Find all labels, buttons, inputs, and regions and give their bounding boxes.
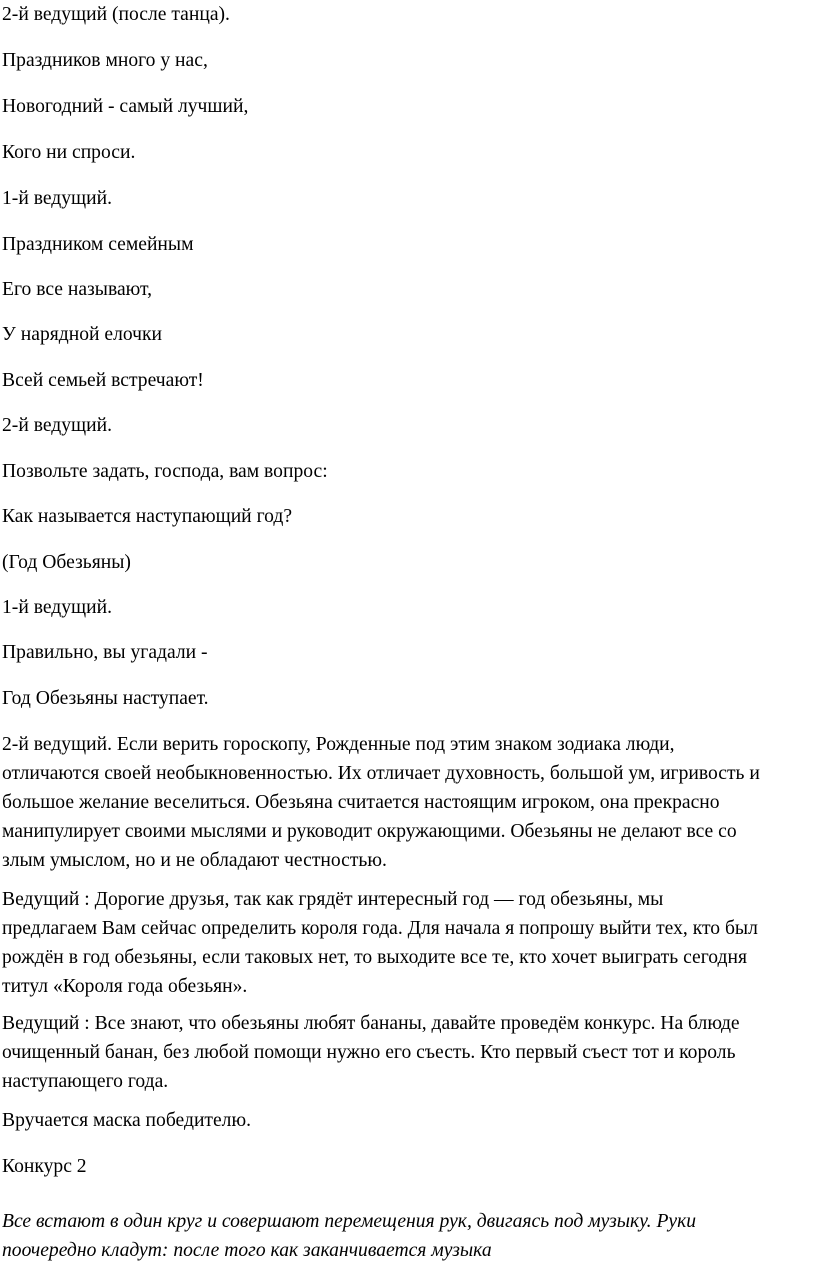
text-line: Новогодний - самый лучший, [2, 96, 249, 117]
text-line: (Год Обезьяны) [2, 552, 131, 573]
paragraph-line: титул «Короля года обезьян». [2, 976, 248, 997]
text-line: Позвольте задать, господа, вам вопрос: [2, 461, 328, 482]
paragraph-line: очищенный банан, без любой помощи нужно его съесть. Кто первый съест тот и король [2, 1042, 736, 1063]
paragraph-line: Ведущий : Все знают, что обезьяны любят бананы, давайте проведём конкурс. На блюде [2, 1013, 740, 1034]
mask-line: Вручается маска победителю. [2, 1110, 251, 1131]
paragraph-line: предлагаем Вам сейчас определить короля года. Для начала я попрошу выйти тех, кто был [2, 918, 758, 939]
text-line: Год Обезьяны наступает. [2, 688, 209, 709]
text-line: Праздников много у нас, [2, 50, 208, 71]
paragraph-king [2, 885, 814, 1001]
paragraph-line: манипулирует своими мыслями и руководит окружающими. Обезьяны не делают все со [2, 821, 737, 842]
text-line: 1-й ведущий. [2, 188, 113, 209]
paragraph-line: злым умыслом, но и не обладают честностью. [2, 850, 387, 871]
text-line: 2-й ведущий. [2, 415, 113, 436]
paragraph-line: поочередно кладут: после того как заканчивается музыка [2, 1240, 492, 1261]
paragraph-circle [2, 1207, 814, 1265]
text-line: Его все называют, [2, 279, 153, 300]
paragraph-line: наступающего года. [2, 1071, 169, 1092]
paragraph-line: 2-й ведущий. Если верить гороскопу, Рожденные под этим знаком зодиака люди, [2, 734, 675, 755]
paragraph-line: Ведущий : Дорогие друзья, так как грядёт интересный год — год обезьяны, мы [2, 889, 664, 910]
text-line: 1-й ведущий. [2, 597, 113, 618]
text-line: Всей семьей встречают! [2, 370, 204, 391]
paragraph-line: Все встают в один круг и совершают перемещения рук, двигаясь под музыку. Руки [2, 1211, 697, 1232]
text-line: 2-й ведущий (после танца). [2, 4, 230, 25]
text-line: Правильно, вы угадали - [2, 642, 208, 663]
paragraph-horoscope [2, 730, 814, 875]
paragraph-line: отличаются своей необыкновенностью. Их отличает духовность, большой ум, игривость и [2, 763, 760, 784]
text-line: У нарядной елочки [2, 324, 163, 345]
text-line: Праздником семейным [2, 234, 194, 255]
paragraph-line: рождён в год обезьяны, если таковых нет, то выходите все те, кто хочет выиграть сегодня [2, 947, 747, 968]
text-line: Как называется наступающий год? [2, 506, 293, 527]
text-line: Кого ни спроси. [2, 142, 136, 163]
contest-heading: Конкурс 2 [2, 1156, 87, 1177]
paragraph-bananas [2, 1009, 814, 1096]
paragraph-line: большое желание веселиться. Обезьяна считается настоящим игроком, она прекрасно [2, 792, 720, 813]
